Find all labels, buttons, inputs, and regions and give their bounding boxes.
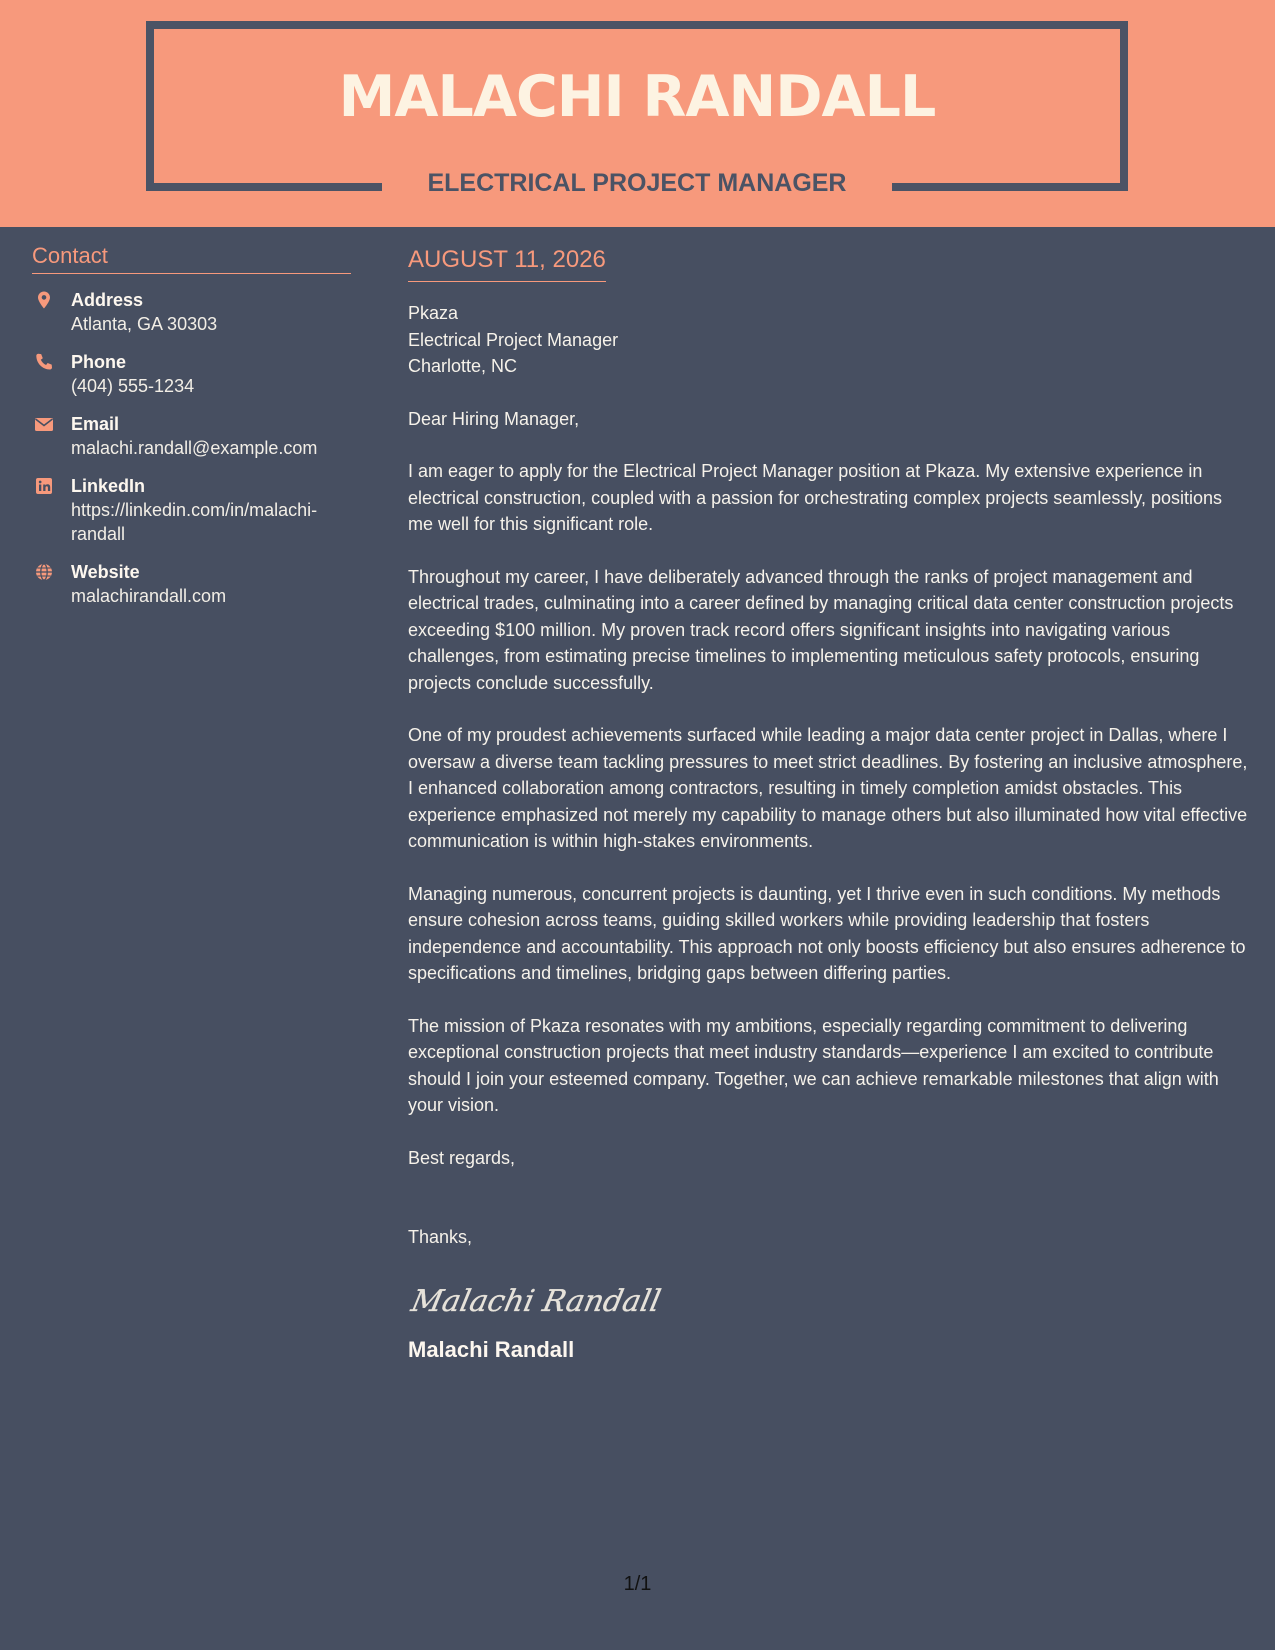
contact-linkedin-label: LinkedIn [71,476,146,496]
signer-name: Malachi Randall [408,1336,575,1362]
letter-paragraph: Throughout my career, I have deliberately advanced through the ranks of project management and electrical trades, culminating into a career defined by managing critical data center construction projects exceeding $100 million. My proven track record offers significant insights into navigating various challenges, from estimating precise timelines to implementing meticulous safety protocols, ensuring projects conclude successfully. [408,566,1234,693]
map-pin-icon [34,290,54,310]
letter-paragraph: I am eager to apply for the Electrical Project Manager position at Pkaza. My extensive experience in electrical construction, coupled with a passion for orchestrating complex projects seamlessly, positions me well for this significant role. [408,461,1223,534]
candidate-role: ELECTRICAL PROJECT MANAGER [427,169,847,197]
contact-address-label: Address [71,290,144,310]
header-banner [0,0,1275,227]
letter-body [408,244,1248,1365]
globe-icon [34,562,54,582]
recipient-company: Pkaza [408,303,459,323]
contact-address-value: Atlanta, GA 30303 [71,314,218,334]
recipient-position: Electrical Project Manager [408,329,619,350]
handwritten-signature [408,1273,1248,1325]
contact-address [32,288,351,336]
contact-heading: Contact [32,241,351,274]
page-number: 1/1 [623,1573,652,1595]
contact-email-label: Email [71,414,120,434]
contact-sidebar [32,241,351,622]
letter-date: AUGUST 11, 2026 [408,244,606,282]
contact-linkedin [32,474,351,546]
letter-paragraph: One of my proudest achievements surfaced while leading a major data center project in Dallas, where I oversaw a diverse team tackling pressures to meet strict deadlines. By fostering an inclusive atmosphere, I enhanced collaboration among contractors, resulting in timely completion amidst obstacles. This experience emphasized not merely my capability to manage others but also illuminated how vital effective communication is within high-stakes environments. [408,725,1248,851]
header-frame-bottom-right [892,183,1128,191]
linkedin-icon [34,476,54,496]
recipient-block [408,300,1248,380]
closing: Best regards, [408,1147,516,1168]
contact-phone-value: (404) 555-1234 [71,376,195,396]
salutation: Dear Hiring Manager, [408,408,580,429]
contact-email-value: malachi.randall@example.com [71,438,318,458]
candidate-name: MALACHI RANDALL [338,64,936,130]
recipient-location: Charlotte, NC [408,356,518,376]
letter-paragraph: The mission of Pkaza resonates with my ambitions, especially regarding commitment to delivering exceptional construction projects that meet industry standards—experience I am excited to contribute should I join your esteemed company. Together, we can achieve remarkable milestones that align with your vision. [408,1015,1219,1115]
contact-website-label: Website [71,562,140,582]
contact-website [32,560,351,608]
svg-text:Malachi Randall: Malachi Randall [408,1283,664,1319]
signature-image [408,1273,688,1325]
contact-phone-label: Phone [71,352,127,372]
phone-icon [34,352,54,372]
contact-website-value: malachirandall.com [71,586,227,606]
contact-linkedin-value: https://linkedin.com/in/malachi-randall [71,500,318,544]
letter-paragraph: Managing numerous, concurrent projects is daunting, yet I thrive even in such conditions. My methods ensure cohesion across teams, guiding skilled workers while providing leadership that fosters independence and accountability. This approach not only boosts efficiency but also ensures adherence to specifications and timelines, bridging gaps between differing parties. [408,883,1246,983]
header-frame-bottom-left [146,183,382,191]
envelope-icon [34,414,54,434]
thanks: Thanks, [408,1227,473,1247]
contact-phone [32,350,351,398]
contact-email [32,412,351,460]
